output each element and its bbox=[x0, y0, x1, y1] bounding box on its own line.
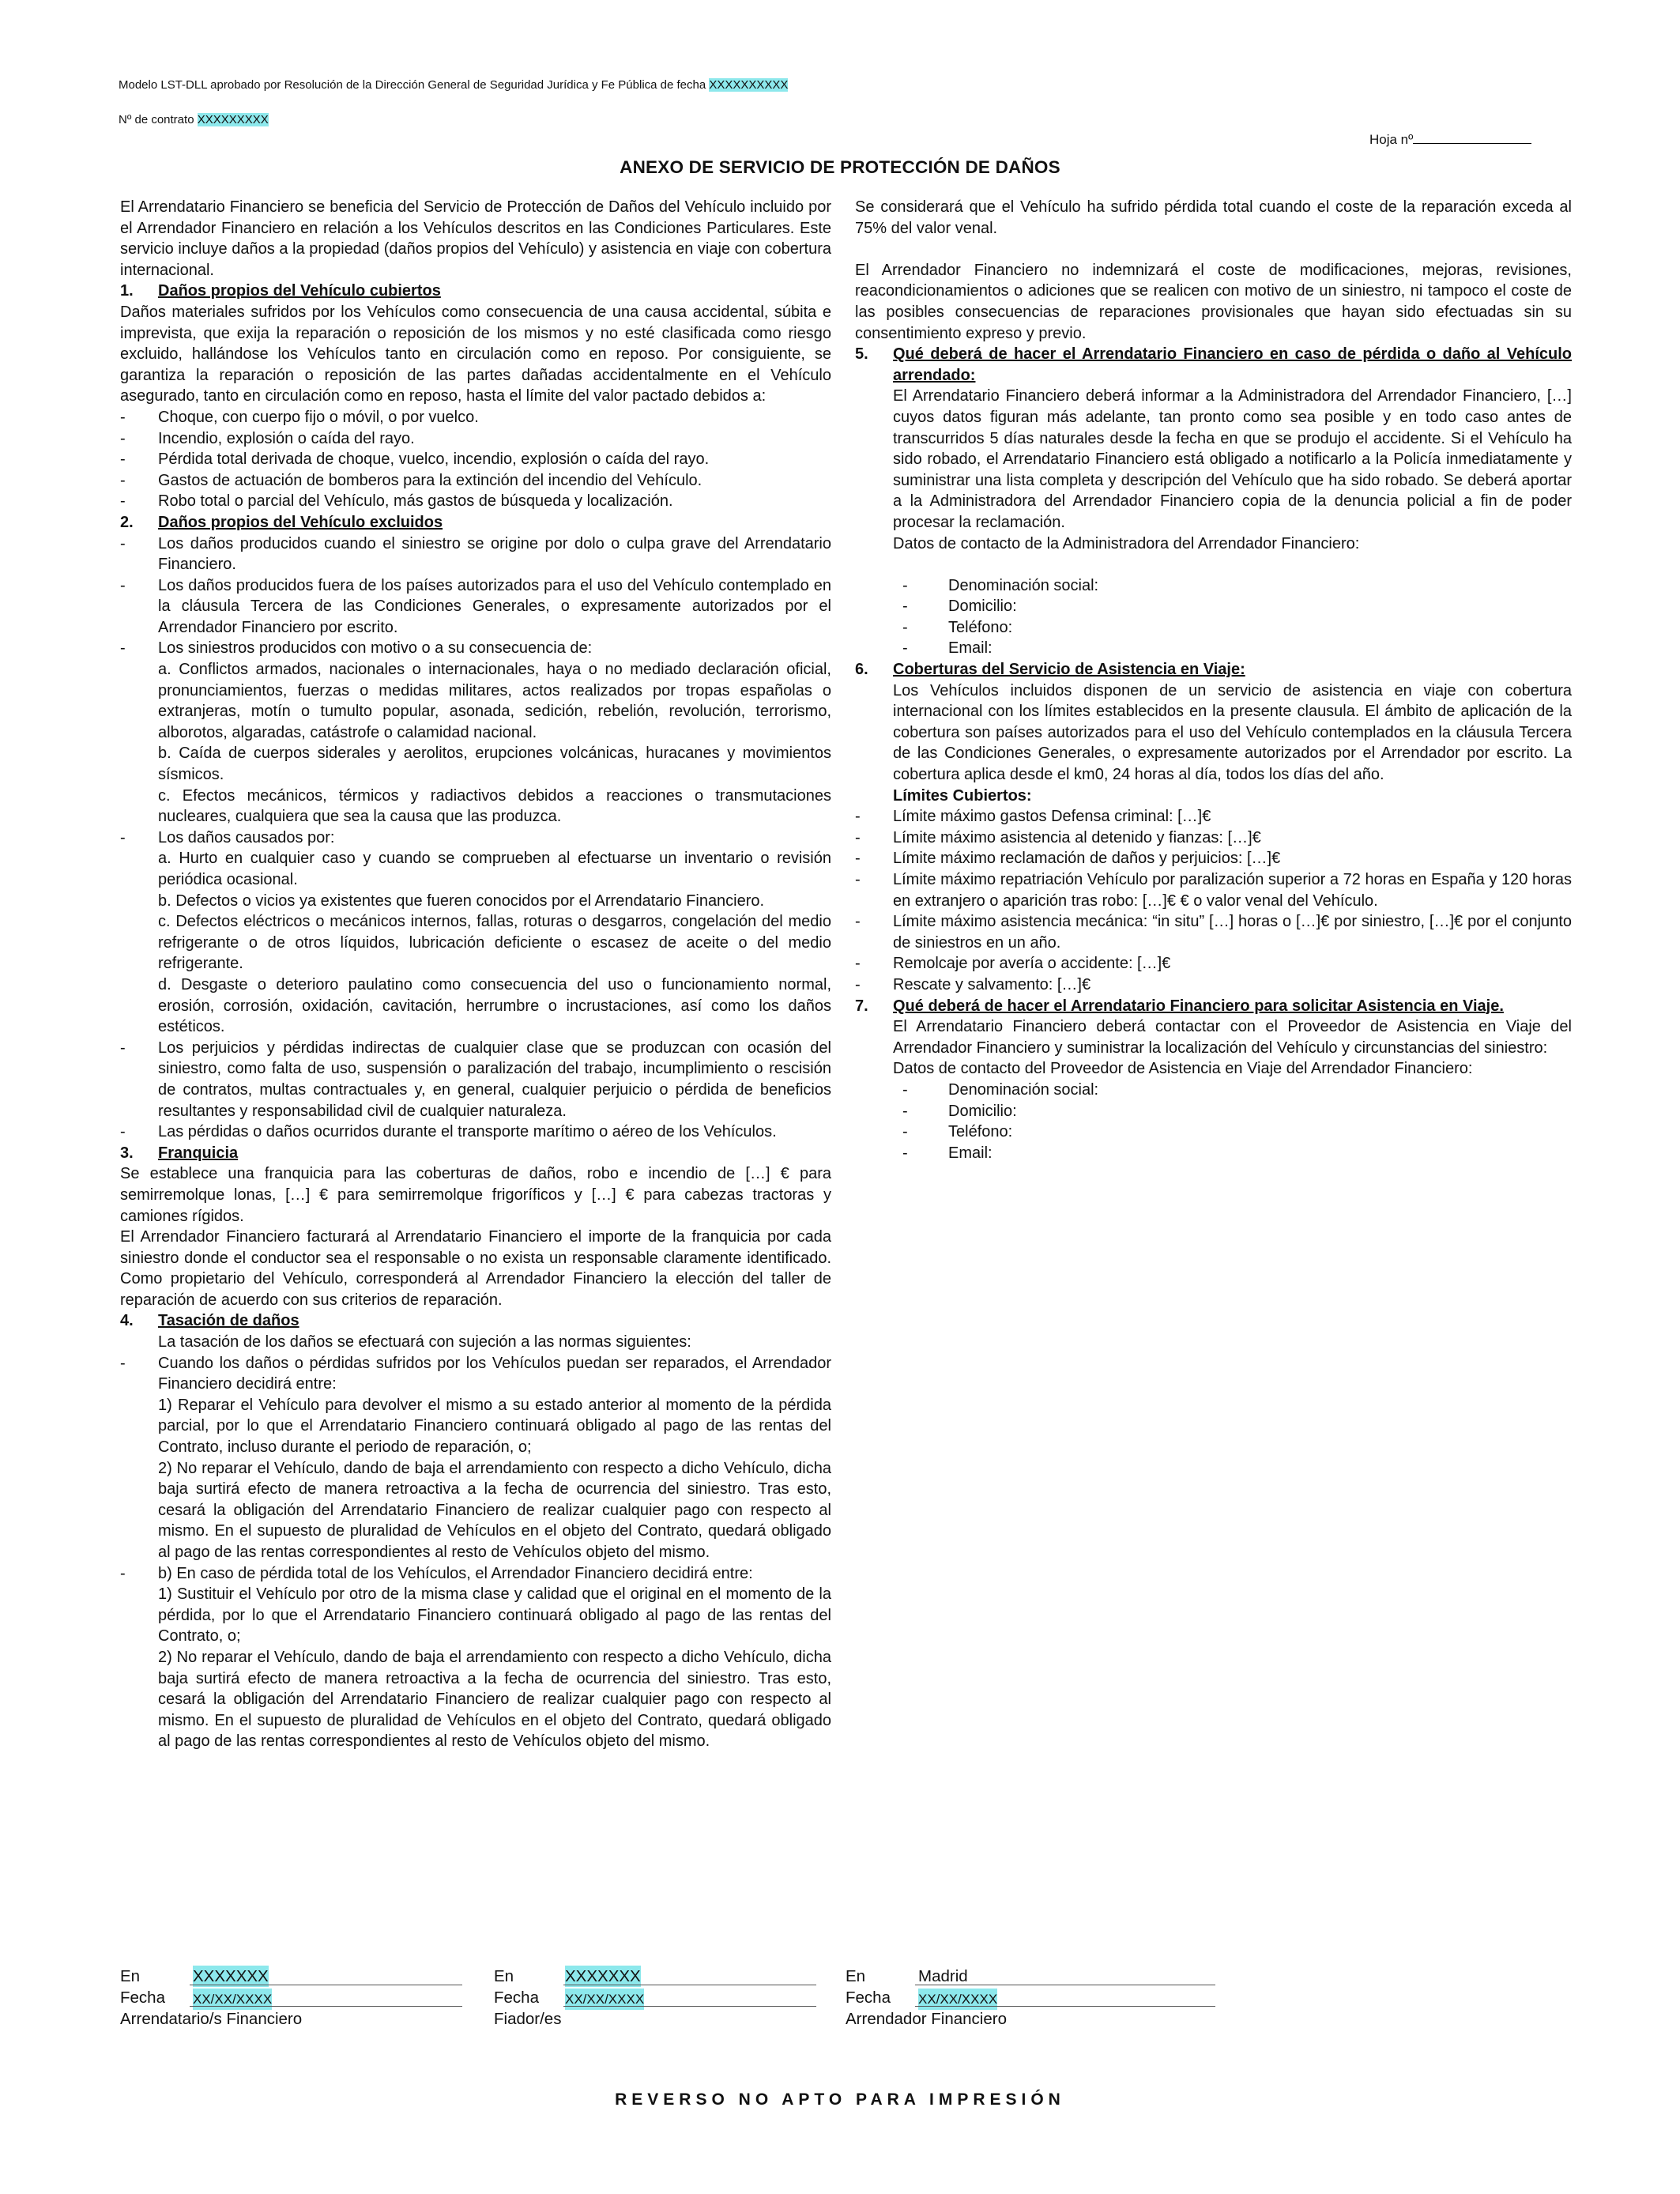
section-number: 2. bbox=[120, 513, 134, 531]
signature-line bbox=[190, 2006, 462, 2007]
list-subitem: 1) Sustituir el Vehículo por otro de la misma clase y calidad que el original en el momento de la pérdida, por lo que el Arrendatario Financiero continuará obligado al pago de las rentas del Contrato, o; bbox=[158, 1585, 831, 1646]
date-label: Fecha bbox=[494, 1989, 539, 2007]
section-title: Qué deberá de hacer el Arrendatario Financiero en caso de pérdida o daño al Vehículo arrendado: bbox=[893, 345, 1572, 384]
list-item: - Los daños producidos cuando el siniestro se origine por dolo o culpa grave del Arrendatario Financiero. bbox=[120, 534, 831, 574]
section-1-heading bbox=[120, 281, 831, 302]
list-subitem: d. Desgaste o deterioro paulatino como consecuencia del uso o funcionamiento normal, erosión, corrosión, oxidación, cavitación, herrumbre o incrustaciones, así como los daños estéticos. bbox=[158, 975, 831, 1036]
place-field[interactable]: Madrid bbox=[918, 1967, 968, 1985]
list-item: - Cuando los daños o pérdidas sufridos por los Vehículos puedan ser reparados, el Arrendador Financiero decidirá entre: bbox=[120, 1354, 831, 1393]
signature-line bbox=[563, 2006, 816, 2007]
section-7-contact-intro: Datos de contacto del Proveedor de Asistencia en Viaje del Arrendador Financiero: bbox=[893, 1060, 1473, 1078]
list-subitem: 2) No reparar el Vehículo, dando de baja el arrendamiento con respecto a dicho Vehículo, dicha baja surtirá efecto de manera retroactiva a la fecha de ocurrencia del siniestro. Tras esto, cesará la obligación del Arrendatario Financiero de realizar cualquier pago con respecto al mismo. En el supuesto de pluralidad de Vehículos en el objeto del Contrato, quedará obligado al pago de las rentas correspondientes al resto de Vehículos objeto del mismo. bbox=[158, 1459, 831, 1561]
right-column bbox=[855, 197, 1572, 1163]
contract-number-line bbox=[119, 113, 269, 126]
date-field[interactable]: XX/XX/XXXX bbox=[565, 1989, 644, 2010]
signature-line bbox=[915, 2006, 1215, 2007]
date-field[interactable]: XX/XX/XXXX bbox=[193, 1989, 272, 2010]
limits-title: Límites Cubiertos: bbox=[893, 786, 1032, 805]
section-4-heading bbox=[120, 1310, 831, 1332]
list-item: - Pérdida total derivada de choque, vuelco, incendio, explosión o caída del rayo. bbox=[120, 450, 710, 469]
list-subitem: a. Conflictos armados, nacionales o internacionales, haya o no mediado declaración oficial, pronunciamientos, fuerzas o medidas militares, actos realizados por tropas españolas o extranjeras, motín o tumulto popular, asonada, sedición, rebelión, revolución, terrorismo, alborotos, algaradas, catástrofe o calamidad nacional. bbox=[158, 661, 831, 741]
model-approval-line bbox=[119, 78, 788, 92]
signature-block-lessee bbox=[120, 1966, 468, 2028]
intro-paragraph: El Arrendatario Financiero se beneficia del Servicio de Protección de Daños del Vehículo incluido por el Arrendador Financiero en relación a los Vehículos descritos en las Condiciones Particulares. Este servicio incluye daños a la propiedad (daños propios del Vehículo) y asistencia en viaje con cobertura internacional. bbox=[120, 198, 831, 279]
sheet-number bbox=[1369, 132, 1531, 148]
contact-field: - Email: bbox=[902, 639, 993, 658]
limit-item: - Límite máximo repatriación Vehículo por paralización superior a 72 horas en España y 120 horas en extranjero o aparición tras robo: […]€ € o valor venal del Vehículo. bbox=[855, 871, 1572, 910]
section-number: 7. bbox=[855, 997, 868, 1015]
place-field[interactable]: XXXXXXX bbox=[193, 1967, 269, 1985]
section-title: Daños propios del Vehículo cubiertos bbox=[158, 282, 441, 300]
signer-role: Fiador/es bbox=[494, 2010, 562, 2028]
list-item: - Las pérdidas o daños ocurridos durante el transporte marítimo o aéreo de los Vehículos. bbox=[120, 1123, 777, 1141]
contact-field: - Email: bbox=[902, 1144, 993, 1162]
sheet-number-label: Hoja nº bbox=[1369, 132, 1414, 147]
list-item: - b) En caso de pérdida total de los Vehículos, el Arrendador Financiero decidirá entre: bbox=[120, 1564, 753, 1582]
section-title: Daños propios del Vehículo excluidos bbox=[158, 513, 443, 531]
date-label: Fecha bbox=[120, 1989, 165, 2007]
signature-block-guarantor bbox=[494, 1966, 826, 2028]
section-number: 1. bbox=[120, 282, 134, 300]
section-title: Coberturas del Servicio de Asistencia en Viaje: bbox=[893, 661, 1245, 679]
contract-number-field: XXXXXXXXX bbox=[197, 113, 269, 126]
contact-field: - Denominación social: bbox=[902, 1080, 1099, 1099]
list-item: - Choque, con cuerpo fijo o móvil, o por vuelco. bbox=[120, 408, 479, 426]
list-item: - Gastos de actuación de bomberos para la extinción del incendio del Vehículo. bbox=[120, 471, 703, 489]
list-item: - Robo total o parcial del Vehículo, más gastos de búsqueda y localización. bbox=[120, 492, 673, 511]
section-2-heading bbox=[120, 512, 831, 533]
footer-notice: REVERSO NO APTO PARA IMPRESIÓN bbox=[615, 2090, 1065, 2109]
place-label: En bbox=[120, 1967, 141, 1985]
date-field[interactable]: XX/XX/XXXX bbox=[918, 1989, 997, 2010]
limit-item: - Rescate y salvamento: […]€ bbox=[855, 975, 1091, 993]
section-3-paragraph: El Arrendador Financiero facturará al Arrendatario Financiero el importe de la franquicia por cada siniestro donde el conductor sea el responsable o no exista un responsable claramente identificado. Como propietario del Vehículo, corresponderá al Arrendador Financiero la elección del taller de reparación de acuerdo con sus criterios de reparación. bbox=[120, 1228, 831, 1309]
list-item: - Incendio, explosión o caída del rayo. bbox=[120, 429, 415, 447]
section-4-intro: La tasación de los daños se efectuará con sujeción a las normas siguientes: bbox=[158, 1333, 691, 1351]
model-approval-text: Modelo LST-DLL aprobado por Resolución de la Dirección General de Seguridad Jurídica y Fe Pública de fecha bbox=[119, 78, 710, 92]
signature-block-lessor bbox=[846, 1966, 1241, 2028]
sheet-number-blank bbox=[1413, 132, 1531, 144]
limit-item: - Límite máximo asistencia mecánica: “in situ” […] horas o […]€ por siniestro, […]€ por el conjunto de siniestros en un año. bbox=[855, 913, 1572, 952]
section-1-text: Daños materiales sufridos por los Vehículos como consecuencia de una causa accidental, súbita e imprevista, que exija la reparación o reposición de los mismos y no esté clasificada como riesgo excluido, hallándose los Vehículos tanto en circulación como en reposo. Por consiguiente, se garantiza la reparación o reposición de las partes dañadas accidentalmente en el Vehículo asegurado, tanto en circulación como en reposo, hasta el límite del valor pactado debidos a: bbox=[120, 303, 831, 405]
section-4-continuation: Se considerará que el Vehículo ha sufrido pérdida total cuando el coste de la reparación exceda al 75% del valor venal. bbox=[855, 198, 1572, 237]
contact-field: - Domicilio: bbox=[902, 598, 1017, 616]
limit-item: - Límite máximo reclamación de daños y perjuicios: […]€ bbox=[855, 850, 1281, 868]
approval-date-field: XXXXXXXXXX bbox=[709, 78, 789, 92]
contract-number-label: Nº de contrato bbox=[119, 113, 198, 126]
section-7-text: El Arrendatario Financiero deberá contactar con el Proveedor de Asistencia en Viaje del Arrendador Financiero y suministrar la localización del Vehículo y circunstancias del siniestro: bbox=[893, 1018, 1572, 1057]
contact-field: - Teléfono: bbox=[902, 618, 1013, 636]
limit-item: - Límite máximo asistencia al detenido y fianzas: […]€ bbox=[855, 828, 1261, 846]
list-subitem: c. Defectos eléctricos o mecánicos internos, fallas, roturas o desgarros, congelación del medio refrigerante o de otros líquidos, lubricación deficiente o escasez de aceite o del medio refrigerante. bbox=[158, 913, 831, 973]
place-field[interactable]: XXXXXXX bbox=[565, 1967, 641, 1985]
section-5-heading bbox=[855, 344, 1572, 386]
section-title: Franquicia bbox=[158, 1144, 239, 1162]
section-number: 3. bbox=[120, 1144, 134, 1162]
list-item: - Los siniestros producidos con motivo o a su consecuencia de: bbox=[120, 639, 593, 658]
section-7-heading bbox=[855, 996, 1572, 1017]
document-title: ANEXO DE SERVICIO DE PROTECCIÓN DE DAÑOS bbox=[620, 157, 1060, 177]
section-4-continuation: El Arrendador Financiero no indemnizará el coste de modificaciones, mejoras, revisiones, reacondicionamientos o adiciones que se realicen con motivo de un siniestro, ni tampoco el coste de las posibles consecuencias de reparaciones provisionales que hayan sido efectuadas sin su consentimiento expreso y previo. bbox=[855, 261, 1572, 342]
list-subitem: b. Defectos o vicios ya existentes que fueren conocidos por el Arrendatario Financiero. bbox=[158, 892, 765, 910]
contact-field: - Domicilio: bbox=[902, 1102, 1017, 1120]
section-5-contact-intro: Datos de contacto de la Administradora del Arrendador Financiero: bbox=[893, 534, 1360, 552]
left-column bbox=[120, 197, 831, 1752]
place-label: En bbox=[846, 1967, 866, 1985]
section-number: 5. bbox=[855, 345, 868, 364]
section-title: Tasación de daños bbox=[158, 1312, 299, 1330]
section-6-text: Los Vehículos incluidos disponen de un servicio de asistencia en viaje con cobertura internacional con los límites establecidos en la presente clausula. El ámbito de aplicación de la cobertura son países autorizados para el uso del Vehículo contemplados en la cláusula Tercera de las Condiciones Generales, o expresamente autorizados por el Arrendador por escrito. La cobertura aplica desde el km0, 24 horas al día, todos los días del año. bbox=[893, 681, 1572, 784]
contact-field: - Denominación social: bbox=[902, 576, 1099, 594]
list-subitem: 2) No reparar el Vehículo, dando de baja el arrendamiento con respecto a dicho Vehículo, dicha baja surtirá efecto de manera retroactiva a la fecha de ocurrencia del siniestro. Tras esto, cesará la obligación del Arrendatario Financiero de realizar cualquier pago con respecto al mismo. En el supuesto de pluralidad de Vehículos en el objeto del Contrato, quedará obligado al pago de las rentas correspondientes al resto de Vehículos objeto del mismo. bbox=[158, 1648, 831, 1751]
limit-item: - Límite máximo gastos Defensa criminal: […]€ bbox=[855, 808, 1211, 826]
signer-role: Arrendatario/s Financiero bbox=[120, 2010, 303, 2028]
list-item: - Los daños producidos fuera de los países autorizados para el uso del Vehículo contemplado en la cláusula Tercera de las Condiciones Generales, o expresamente autorizados por el Arrendador Financiero por escrito. bbox=[120, 576, 831, 636]
list-subitem: a. Hurto en cualquier caso y cuando se comprueben al efectuarse un inventario o revisión periódica ocasional. bbox=[158, 850, 831, 888]
section-number: 6. bbox=[855, 661, 868, 679]
section-number: 4. bbox=[120, 1312, 134, 1330]
section-3-heading bbox=[120, 1143, 831, 1164]
list-subitem: c. Efectos mecánicos, térmicos y radiactivos debidos a reacciones o transmutaciones nucleares, cualquiera que sea la causa que las produzca. bbox=[158, 786, 831, 826]
date-label: Fecha bbox=[846, 1989, 891, 2007]
list-subitem: 1) Reparar el Vehículo para devolver el mismo a su estado anterior al momento de la pérdida parcial, por lo que el Arrendatario Financiero continuará obligado al pago de las rentas del Contrato, incluso durante el periodo de reparación, o; bbox=[158, 1396, 831, 1457]
list-item: - Los daños causados por: bbox=[120, 828, 335, 846]
signer-role: Arrendador Financiero bbox=[846, 2010, 1007, 2028]
section-5-text: El Arrendatario Financiero deberá informar a la Administradora del Arrendador Financiero, […] cuyos datos figuran más adelante, tan pronto como sea posible y en todo caso antes de transcurridos 5 días naturales desde la fecha en que se produjo el accidente. Si el Vehículo ha sido robado, el Arrendatario Financiero está obligado a notificarlo a la Policía inmediatamente y suministrar una lista completa y descripción del Vehículo que ha sido robado. Se deberá aportar a la Administradora del Arrendador Financiero copia de la denuncia policial a fin de poder procesar la reclamación. bbox=[893, 387, 1572, 531]
section-6-heading bbox=[855, 659, 1572, 680]
list-subitem: b. Caída de cuerpos siderales y aerolitos, erupciones volcánicas, huracanes y movimientos sísmicos. bbox=[158, 745, 831, 784]
place-label: En bbox=[494, 1967, 514, 1985]
list-item: - Los perjuicios y pérdidas indirectas de cualquier clase que se produzcan con ocasión del siniestro, como falta de uso, suspensión o paralización del trabajo, incumplimiento o rescisión de contratos, multas contractuales y, en general, cualquier perjuicio o pérdida de beneficios resultantes y responsabilidad civil de cualquier naturaleza. bbox=[120, 1039, 831, 1120]
section-title: Qué deberá de hacer el Arrendatario Financiero para solicitar Asistencia en Viaje. bbox=[893, 997, 1504, 1015]
contact-field: - Teléfono: bbox=[902, 1123, 1013, 1141]
section-3-paragraph: Se establece una franquicia para las coberturas de daños, robo e incendio de […] € para semirremolque lonas, […] € para semirremolque frigoríficos y […] € para cabezas tractoras y camiones rígidos. bbox=[120, 1165, 831, 1225]
limit-item: - Remolcaje por avería o accidente: […]€ bbox=[855, 955, 1171, 973]
